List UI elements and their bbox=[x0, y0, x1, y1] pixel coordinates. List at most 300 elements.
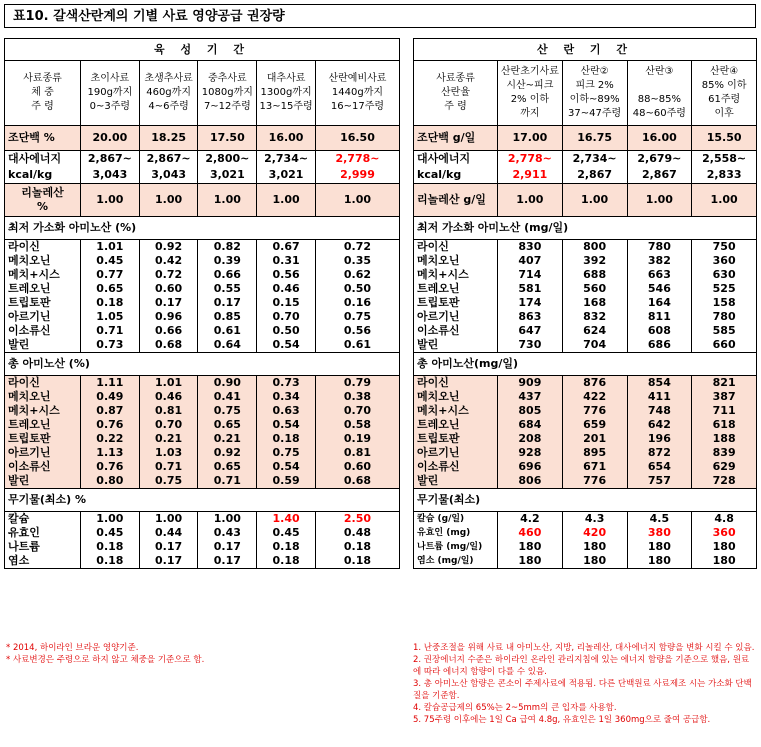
value-cell bbox=[139, 310, 198, 324]
cell-text: 618 bbox=[712, 418, 736, 431]
cell-text: 4.3 bbox=[584, 512, 605, 525]
cell-text: 7~12주령 bbox=[203, 101, 251, 112]
cell-text: 4.8 bbox=[714, 512, 734, 525]
cell-text: 0.70 bbox=[343, 404, 372, 417]
cell-text: 트립토판 bbox=[8, 432, 51, 445]
row-label bbox=[414, 151, 498, 184]
value-cell bbox=[257, 526, 316, 540]
cell-text: 180 bbox=[518, 540, 542, 553]
cell-text: 0.56 bbox=[343, 324, 372, 337]
cell-text: 산란④ bbox=[709, 66, 739, 77]
value-cell bbox=[627, 254, 692, 268]
value-cell bbox=[692, 460, 757, 474]
note-line: * 2014, 하이라인 브라운 영양기준. bbox=[6, 643, 139, 653]
data-row bbox=[414, 390, 757, 404]
value-cell bbox=[692, 446, 757, 460]
data-row bbox=[5, 282, 400, 296]
energy-row bbox=[5, 151, 400, 184]
data-row bbox=[5, 460, 400, 474]
cell-text: 0.17 bbox=[213, 540, 241, 553]
protein-row bbox=[5, 126, 400, 151]
value-cell bbox=[315, 512, 399, 527]
cell-text: 1.00 bbox=[213, 193, 241, 206]
cell-text: 1.40 bbox=[272, 512, 300, 525]
cell-text: 초생추사료 bbox=[144, 73, 193, 84]
value-cell bbox=[198, 254, 257, 268]
data-row bbox=[5, 324, 400, 338]
section-title-row bbox=[5, 489, 400, 512]
value-cell bbox=[139, 338, 198, 353]
cell-text: 180 bbox=[583, 554, 607, 567]
value-cell bbox=[81, 376, 140, 391]
value-cell bbox=[81, 526, 140, 540]
cell-text: 0.45 bbox=[272, 526, 300, 539]
value-cell bbox=[81, 126, 140, 151]
row-label bbox=[414, 418, 498, 432]
value-cell bbox=[257, 254, 316, 268]
data-row bbox=[414, 324, 757, 338]
cell-text: 776 bbox=[583, 474, 607, 487]
row-label bbox=[414, 338, 498, 353]
cell-text: 360 bbox=[712, 254, 736, 267]
column-header bbox=[198, 61, 257, 126]
cell-text: 나트륨 bbox=[8, 540, 40, 553]
mineral-row bbox=[414, 512, 757, 527]
value-cell bbox=[692, 126, 757, 151]
value-cell bbox=[257, 126, 316, 151]
value-cell bbox=[139, 460, 198, 474]
cell-text: 0.46 bbox=[155, 390, 183, 403]
value-cell bbox=[198, 240, 257, 255]
value-cell bbox=[692, 254, 757, 268]
data-row bbox=[414, 376, 757, 391]
cell-text: 0.87 bbox=[96, 404, 124, 417]
cell-text: 13~15주령 bbox=[259, 101, 313, 112]
cell-text: 168 bbox=[583, 296, 607, 309]
value-cell bbox=[81, 240, 140, 255]
cell-text: 0.77 bbox=[96, 268, 124, 281]
value-cell bbox=[692, 376, 757, 391]
section-title bbox=[414, 353, 757, 376]
cell-text: 까지 bbox=[520, 108, 540, 119]
cell-text: 180 bbox=[518, 554, 542, 567]
cell-text: 0.18 bbox=[272, 554, 300, 567]
cell-text: 0.65 bbox=[96, 282, 124, 295]
value-cell bbox=[315, 418, 399, 432]
cell-text: 585 bbox=[712, 324, 736, 337]
cell-text: 대사에너지 bbox=[8, 152, 62, 165]
cell-text: 821 bbox=[712, 376, 736, 389]
value-cell bbox=[81, 512, 140, 527]
row-label bbox=[414, 390, 498, 404]
value-cell bbox=[81, 282, 140, 296]
cell-text: 0.49 bbox=[96, 390, 124, 403]
mineral-row bbox=[414, 554, 757, 569]
cell-text: 라이신 bbox=[8, 240, 40, 253]
value-cell bbox=[627, 526, 692, 540]
section-title-row bbox=[414, 353, 757, 376]
value-cell bbox=[315, 390, 399, 404]
row-label bbox=[5, 338, 81, 353]
value-cell bbox=[257, 390, 316, 404]
cell-text: 무기물(최소) bbox=[417, 493, 481, 506]
cell-text: 392 bbox=[583, 254, 607, 267]
cell-text: 염소 (mg/일) bbox=[417, 556, 474, 566]
cell-text: 산란초기사료 bbox=[500, 66, 559, 77]
cell-text: 메치+시스 bbox=[417, 404, 469, 417]
value-cell bbox=[257, 282, 316, 296]
cell-text: 0.81 bbox=[155, 404, 183, 417]
cell-text: 895 bbox=[583, 446, 607, 459]
data-row bbox=[5, 338, 400, 353]
value-cell bbox=[692, 390, 757, 404]
mineral-row bbox=[5, 512, 400, 527]
row-label bbox=[5, 324, 81, 338]
cell-text: 2,778~ bbox=[335, 152, 380, 165]
value-cell bbox=[257, 554, 316, 569]
cell-text: 이소류신 bbox=[417, 324, 460, 337]
section-title-row bbox=[5, 353, 400, 376]
cell-text: 839 bbox=[712, 446, 736, 459]
value-cell bbox=[692, 474, 757, 489]
value-cell bbox=[198, 338, 257, 353]
cell-text: 이후 bbox=[714, 108, 734, 119]
value-cell bbox=[198, 432, 257, 446]
value-cell bbox=[198, 324, 257, 338]
cell-text: 0.90 bbox=[213, 376, 241, 389]
value-cell bbox=[139, 324, 198, 338]
value-cell bbox=[81, 460, 140, 474]
cell-text: 188 bbox=[712, 432, 736, 445]
value-cell bbox=[692, 282, 757, 296]
cell-text: 메치오닌 bbox=[417, 254, 460, 267]
cell-text: 560 bbox=[583, 282, 607, 295]
cell-text: 1080g까지 bbox=[201, 87, 253, 98]
period-row bbox=[5, 39, 400, 61]
row-label bbox=[5, 126, 81, 151]
data-row bbox=[5, 418, 400, 432]
value-cell bbox=[139, 474, 198, 489]
value-cell bbox=[81, 296, 140, 310]
value-cell bbox=[627, 376, 692, 391]
cell-text: 88~85% bbox=[637, 94, 682, 105]
cell-text: 칼슘 (g/일) bbox=[417, 514, 465, 524]
cell-text: 546 bbox=[647, 282, 671, 295]
column-header bbox=[692, 61, 757, 126]
value-cell bbox=[498, 254, 563, 268]
cell-text: 트립토판 bbox=[8, 296, 51, 309]
cell-text: 647 bbox=[518, 324, 542, 337]
value-cell bbox=[315, 540, 399, 554]
laying-table-body bbox=[414, 39, 757, 569]
cell-text: 2,679~ bbox=[637, 152, 682, 165]
cell-text: 642 bbox=[647, 418, 671, 431]
cell-text: 이소류신 bbox=[417, 460, 460, 473]
cell-text: 360 bbox=[712, 526, 736, 539]
value-cell bbox=[198, 474, 257, 489]
cell-text: 190g까지 bbox=[87, 87, 133, 98]
cell-text: 0.92 bbox=[213, 446, 241, 459]
cell-text: % bbox=[36, 200, 49, 213]
cell-text: 1.01 bbox=[155, 376, 183, 389]
laying-notes bbox=[413, 642, 757, 726]
column-header bbox=[81, 61, 140, 126]
cell-text: 메치+시스 bbox=[417, 268, 469, 281]
value-cell bbox=[139, 418, 198, 432]
cell-text: 1.00 bbox=[272, 193, 300, 206]
cell-text: 654 bbox=[647, 460, 671, 473]
row-label bbox=[5, 554, 81, 569]
value-cell bbox=[692, 310, 757, 324]
cell-text: 0.41 bbox=[213, 390, 241, 403]
protein-row bbox=[414, 126, 757, 151]
value-cell bbox=[627, 282, 692, 296]
value-cell bbox=[498, 512, 563, 527]
value-cell bbox=[562, 474, 627, 489]
cell-text: 928 bbox=[518, 446, 542, 459]
linoleic-row bbox=[414, 184, 757, 217]
row-label bbox=[414, 446, 498, 460]
value-cell bbox=[139, 432, 198, 446]
cell-text: 180 bbox=[583, 540, 607, 553]
cell-text: 0.75 bbox=[155, 474, 183, 487]
value-cell bbox=[498, 474, 563, 489]
cell-text: 0.15 bbox=[272, 296, 300, 309]
value-cell bbox=[198, 418, 257, 432]
value-cell bbox=[139, 126, 198, 151]
cell-text: 0.72 bbox=[155, 268, 183, 281]
cell-text: 1.00 bbox=[155, 193, 183, 206]
value-cell bbox=[257, 324, 316, 338]
value-cell bbox=[198, 512, 257, 527]
value-cell bbox=[81, 404, 140, 418]
value-cell bbox=[498, 390, 563, 404]
cell-text: 0.31 bbox=[272, 254, 300, 267]
value-cell bbox=[257, 432, 316, 446]
cell-text: 3,021 bbox=[268, 168, 304, 181]
section-title bbox=[5, 489, 400, 512]
cell-text: 2,734~ bbox=[264, 152, 309, 165]
data-row bbox=[414, 338, 757, 353]
cell-text: 663 bbox=[647, 268, 671, 281]
cell-text: 0.75 bbox=[343, 310, 372, 323]
cell-text: 염소 bbox=[8, 554, 30, 567]
cell-text: 트립토판 bbox=[417, 296, 460, 309]
value-cell bbox=[498, 282, 563, 296]
cell-text: 1.00 bbox=[213, 512, 241, 525]
cell-text: 420 bbox=[583, 526, 607, 539]
cell-text: 608 bbox=[647, 324, 671, 337]
value-cell bbox=[498, 184, 563, 217]
value-cell bbox=[257, 418, 316, 432]
cell-text: 0.48 bbox=[343, 526, 372, 539]
cell-text: 164 bbox=[647, 296, 671, 309]
mineral-row bbox=[5, 526, 400, 540]
cell-text: 0.21 bbox=[213, 432, 241, 445]
section-title bbox=[5, 353, 400, 376]
data-row bbox=[414, 296, 757, 310]
cell-text: 525 bbox=[712, 282, 736, 295]
value-cell bbox=[81, 338, 140, 353]
cell-text: 0.17 bbox=[155, 296, 183, 309]
value-cell bbox=[627, 418, 692, 432]
cell-text: 387 bbox=[712, 390, 736, 403]
value-cell bbox=[139, 446, 198, 460]
value-cell bbox=[315, 324, 399, 338]
row-label bbox=[414, 474, 498, 489]
cell-text: 체 중 bbox=[31, 87, 54, 98]
value-cell bbox=[562, 512, 627, 527]
cell-text: 380 bbox=[647, 526, 671, 539]
cell-text: 1.00 bbox=[710, 193, 738, 206]
cell-text: 0.18 bbox=[343, 540, 372, 553]
cell-text: 0.35 bbox=[343, 254, 372, 267]
cell-text: 0.79 bbox=[343, 376, 372, 389]
row-label bbox=[414, 404, 498, 418]
value-cell bbox=[562, 390, 627, 404]
cell-text: 1.01 bbox=[96, 240, 124, 253]
cell-text: 시산~피크 bbox=[506, 80, 554, 91]
cell-text: 무기물(최소) % bbox=[8, 493, 87, 506]
row-label bbox=[414, 376, 498, 391]
value-cell bbox=[315, 404, 399, 418]
value-cell bbox=[627, 446, 692, 460]
value-cell bbox=[562, 446, 627, 460]
cell-text: 메치오닌 bbox=[417, 390, 460, 403]
cell-text: 3,043 bbox=[151, 168, 186, 181]
cell-text: 730 bbox=[518, 338, 542, 351]
cell-text: 아르기닌 bbox=[417, 446, 460, 459]
cell-text: 811 bbox=[647, 310, 671, 323]
cell-text: 0.96 bbox=[155, 310, 183, 323]
value-cell bbox=[498, 554, 563, 569]
cell-text: 805 bbox=[518, 404, 542, 417]
cell-text: 659 bbox=[583, 418, 607, 431]
section-title-row bbox=[414, 217, 757, 240]
cell-text: 0.68 bbox=[155, 338, 183, 351]
cell-text: 832 bbox=[583, 310, 607, 323]
rearing-period-table bbox=[4, 38, 400, 569]
cell-text: 0.18 bbox=[96, 540, 124, 553]
value-cell bbox=[692, 404, 757, 418]
cell-text: 660 bbox=[712, 338, 736, 351]
row-label bbox=[5, 418, 81, 432]
value-cell bbox=[498, 268, 563, 282]
cell-text: 0.19 bbox=[343, 432, 372, 445]
value-cell bbox=[198, 282, 257, 296]
cell-text: 686 bbox=[647, 338, 671, 351]
row-label bbox=[414, 268, 498, 282]
value-cell bbox=[257, 240, 316, 255]
column-header bbox=[257, 61, 316, 126]
cell-text: 0.66 bbox=[213, 268, 241, 281]
value-cell bbox=[562, 310, 627, 324]
row-label bbox=[5, 310, 81, 324]
mineral-row bbox=[5, 554, 400, 569]
cell-text: 메치오닌 bbox=[8, 390, 51, 403]
cell-text: 0.60 bbox=[343, 460, 372, 473]
value-cell bbox=[139, 254, 198, 268]
value-cell bbox=[692, 526, 757, 540]
value-cell bbox=[198, 540, 257, 554]
cell-text: 육 성 기 간 bbox=[154, 42, 250, 56]
value-cell bbox=[257, 376, 316, 391]
cell-text: 칼슘 bbox=[8, 512, 30, 525]
cell-text: 863 bbox=[518, 310, 542, 323]
value-cell bbox=[81, 310, 140, 324]
cell-text: 629 bbox=[712, 460, 736, 473]
cell-text: 유효인 bbox=[8, 526, 40, 539]
cell-text: 0.50 bbox=[343, 282, 372, 295]
note-line: 5. 75주령 이후에는 1일 Ca 급여 4.8g, 유효인은 1일 360mg으로 줄여 공급함. bbox=[413, 715, 711, 725]
value-cell bbox=[627, 460, 692, 474]
value-cell bbox=[198, 296, 257, 310]
value-cell bbox=[498, 151, 563, 184]
value-cell bbox=[257, 446, 316, 460]
row-label bbox=[5, 404, 81, 418]
value-cell bbox=[315, 151, 399, 184]
cell-text: 0.54 bbox=[272, 418, 300, 431]
cell-text: 2,778~ bbox=[507, 152, 552, 165]
value-cell bbox=[498, 418, 563, 432]
value-cell bbox=[315, 474, 399, 489]
value-cell bbox=[198, 390, 257, 404]
cell-text: 2,911 bbox=[512, 168, 548, 181]
column-header bbox=[315, 61, 399, 126]
cell-text: 1.00 bbox=[645, 193, 673, 206]
value-cell bbox=[315, 268, 399, 282]
laying-period-table bbox=[413, 38, 757, 569]
row-label bbox=[414, 240, 498, 255]
value-cell bbox=[627, 268, 692, 282]
cell-text: 0.85 bbox=[213, 310, 241, 323]
value-cell bbox=[315, 296, 399, 310]
cell-text: 688 bbox=[583, 268, 607, 281]
value-cell bbox=[198, 460, 257, 474]
cell-text: 0.73 bbox=[96, 338, 124, 351]
cell-text: 아르기닌 bbox=[8, 446, 51, 459]
cell-text: 사료종류 bbox=[436, 73, 475, 84]
value-cell bbox=[257, 296, 316, 310]
value-cell bbox=[81, 151, 140, 184]
row-label bbox=[414, 526, 498, 540]
column-header bbox=[139, 61, 198, 126]
cell-text: 0.75 bbox=[272, 446, 300, 459]
data-row bbox=[414, 474, 757, 489]
cell-text: kcal/kg bbox=[8, 168, 53, 181]
cell-text: 208 bbox=[518, 432, 542, 445]
row-label bbox=[414, 460, 498, 474]
cell-text: 411 bbox=[647, 390, 671, 403]
value-cell bbox=[627, 390, 692, 404]
value-cell bbox=[627, 240, 692, 255]
cell-text: 196 bbox=[647, 432, 671, 445]
value-cell bbox=[257, 460, 316, 474]
cell-text: 180 bbox=[647, 554, 671, 567]
data-row bbox=[414, 404, 757, 418]
data-row bbox=[5, 296, 400, 310]
cell-text: 이하~89% bbox=[569, 94, 620, 105]
data-row bbox=[5, 254, 400, 268]
value-cell bbox=[627, 512, 692, 527]
value-cell bbox=[498, 376, 563, 391]
rearing-table-body bbox=[5, 39, 400, 569]
cell-text: 3,021 bbox=[209, 168, 245, 181]
section-title bbox=[414, 489, 757, 512]
cell-text: 909 bbox=[518, 376, 542, 389]
value-cell bbox=[498, 526, 563, 540]
cell-text: 산란② bbox=[580, 66, 609, 77]
